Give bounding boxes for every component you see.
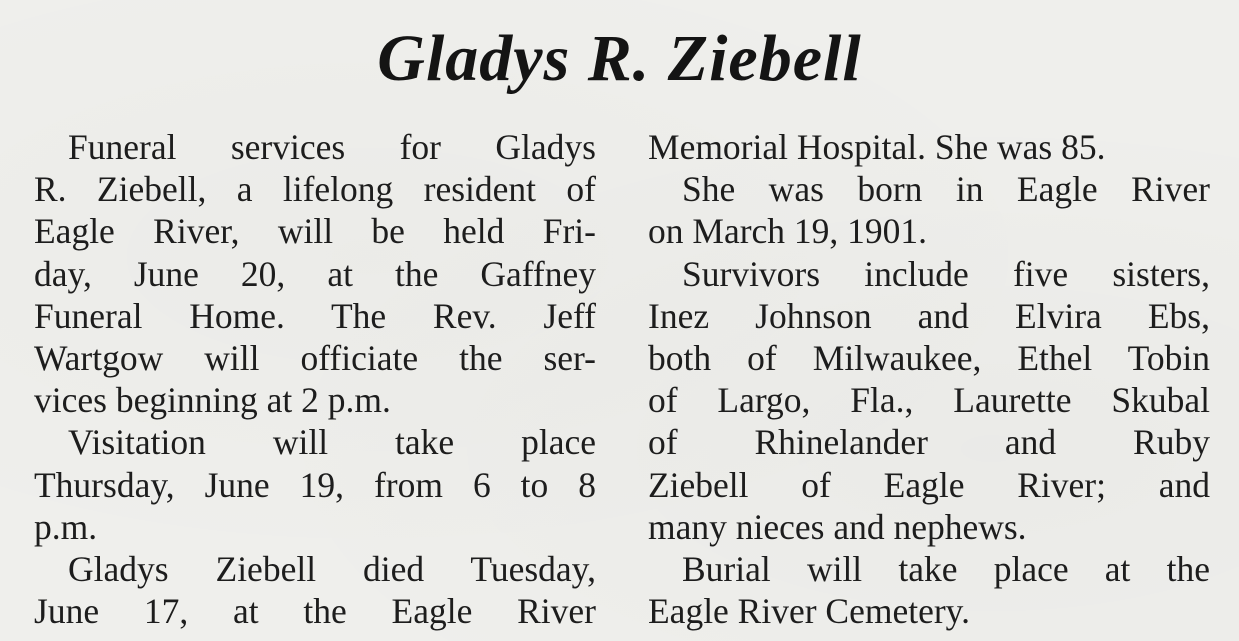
text-line: Funeral services for Gladys: [68, 127, 596, 167]
text-line: of Rhinelander and Ruby: [648, 422, 1210, 463]
text-line: She was born in Eagle River: [682, 169, 1210, 210]
left-column: [34, 126, 596, 632]
text-line: both of Milwaukee, Ethel Tobin: [648, 338, 1210, 379]
right-column: [648, 126, 1210, 632]
text-line: Memorial Hospital. She was 85.: [648, 127, 1106, 167]
text-line: Eagle River Cemetery.: [648, 591, 970, 632]
text-line: Survivors include five sisters,: [682, 253, 1210, 294]
text-line: Burial will take place at the: [682, 549, 1210, 590]
text-line: on March 19, 1901.: [648, 211, 928, 252]
text-line: Ziebell of Eagle River; and: [648, 464, 1210, 505]
text-line: Inez Johnson and Elvira Ebs,: [648, 295, 1210, 336]
text-line: p.m.: [34, 506, 98, 547]
text-line: June 17, at the Eagle River: [34, 591, 596, 632]
text-line: vices beginning at 2 p.m.: [34, 380, 391, 421]
text-line: R. Ziebell, a lifelong resident of: [34, 169, 596, 210]
text-line: day, June 20, at the Gaffney: [34, 253, 596, 294]
obituary-headline: Gladys R. Ziebell: [377, 22, 862, 95]
text-line: Wartgow will officiate the ser-: [34, 338, 596, 379]
text-line: Eagle River, will be held Fri-: [34, 211, 596, 252]
text-line: many nieces and nephews.: [648, 506, 1027, 547]
text-line: Gladys Ziebell died Tuesday,: [68, 549, 596, 590]
text-line: of Largo, Fla., Laurette Skubal: [648, 380, 1210, 421]
text-line: Funeral Home. The Rev. Jeff: [34, 295, 596, 336]
text-line: Thursday, June 19, from 6 to 8: [34, 464, 596, 505]
text-line: Visitation will take place: [68, 422, 596, 463]
